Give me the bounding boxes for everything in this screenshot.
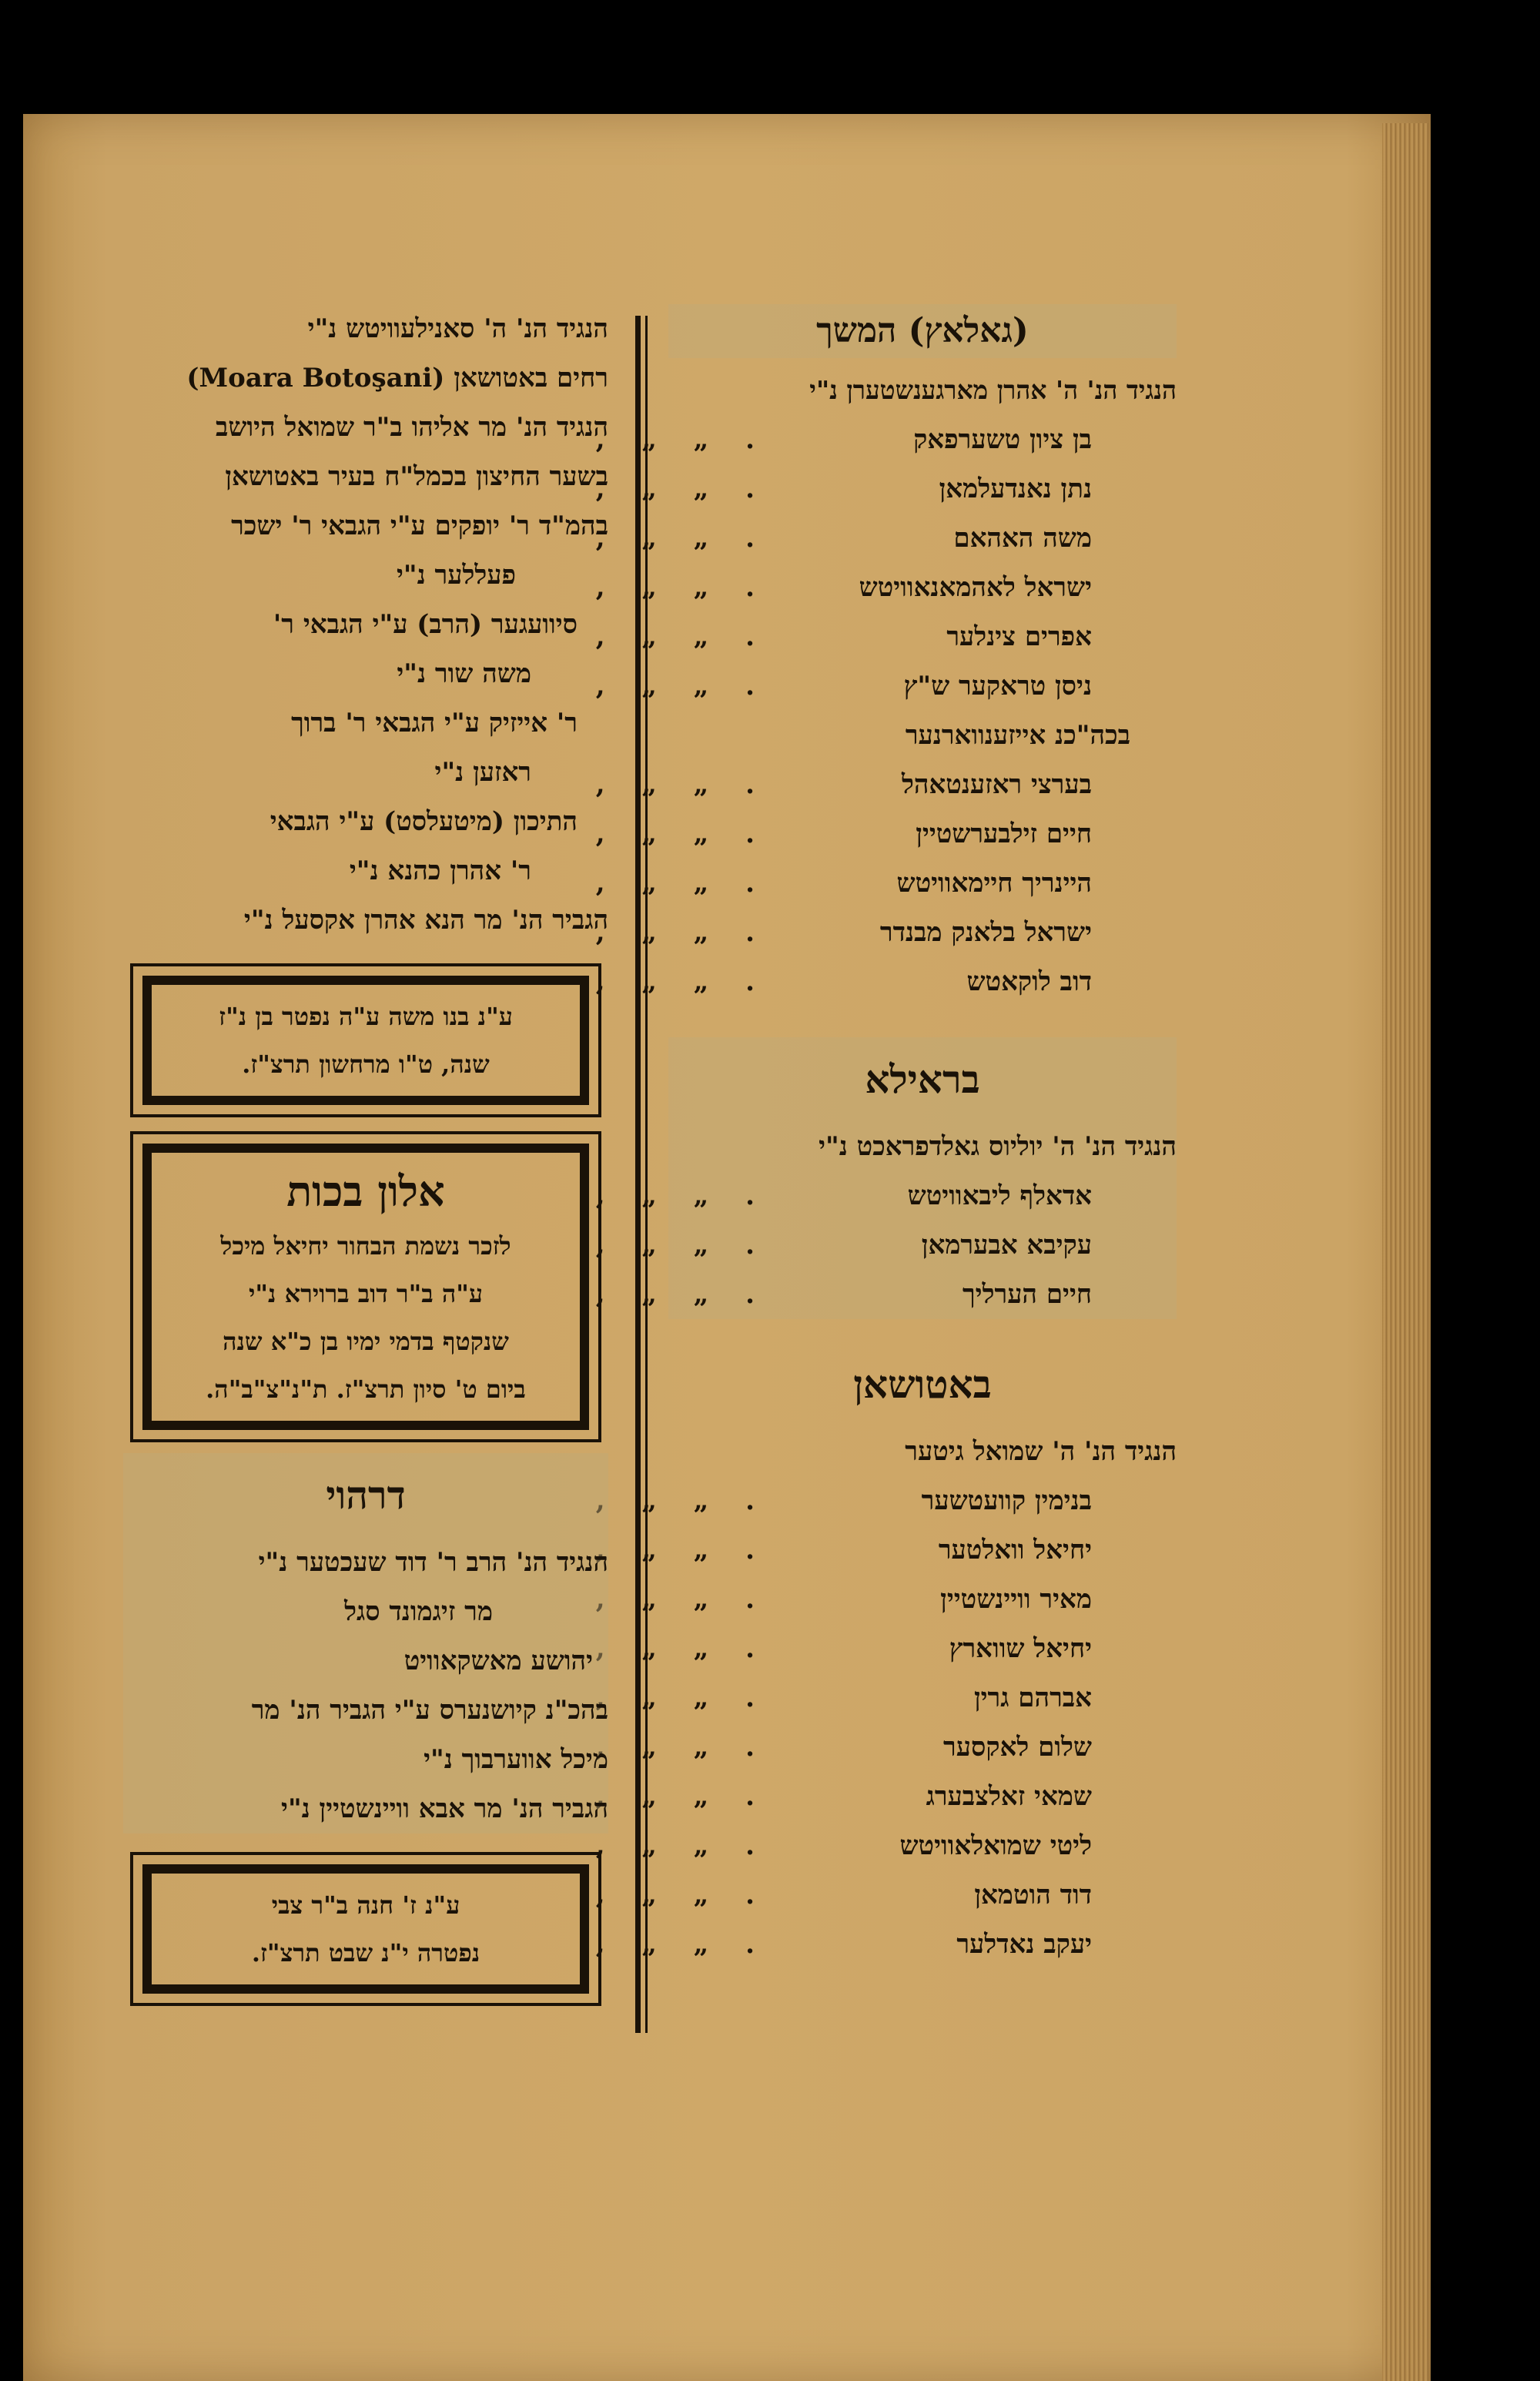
list-item-name: יחיאל שווארץ <box>949 1633 1092 1664</box>
ditto-mark: . „ „ , <box>595 1683 768 1713</box>
ditto-mark: . „ „ , <box>595 1180 768 1211</box>
list-item-name: יעקב נאדלער <box>956 1929 1092 1960</box>
ditto-mark: . „ „ , <box>595 474 768 504</box>
left-p1-line5: בהמ"ד ר' יופקים ע"י הגבאי ר' ישכר <box>231 511 608 541</box>
list-item-name: אפרים צינלער <box>946 621 1092 652</box>
list-item <box>595 415 1092 464</box>
list1-sub: בכה"כנ אייזענווארנער <box>905 720 1130 751</box>
list-item <box>595 464 1092 514</box>
list2 <box>595 760 1177 1006</box>
ditto-mark: . „ „ , <box>595 1929 768 1960</box>
left-p1-line2 <box>123 353 608 403</box>
list-item <box>595 1723 1092 1772</box>
box2-line1: לזכר נשמת הבחור יחיאל מיכל <box>220 1231 511 1261</box>
list-item <box>595 1673 1092 1723</box>
left-item2-b: ראזען נ"י <box>434 757 531 788</box>
derehoi-line2: מר זיגמונד סגל <box>344 1596 493 1627</box>
list-item <box>595 612 1092 661</box>
intro-line: הנגיד הנ' ה' אהרן מארגענשטערן נ"י <box>809 375 1177 405</box>
list-item-name: דוב לוקאטש <box>966 966 1092 997</box>
ditto-mark: . „ „ , <box>595 523 768 554</box>
list-item-name: ניסן טראקער ש"ץ <box>903 671 1092 702</box>
list-item <box>595 1772 1092 1821</box>
list-item <box>595 1920 1092 1969</box>
ditto-mark: . „ „ , <box>595 868 768 899</box>
derehoi-line1: הנגיד הנ' הרב ר' דוד שעכטער נ"י <box>258 1547 608 1578</box>
left-p1-hebrew: רחים באטושאן <box>454 363 608 393</box>
ditto-mark: . „ „ , <box>595 819 768 849</box>
left-p1-line3: הנגיד הנ' מר אליהו ב"ר שמואל היושב <box>216 412 608 443</box>
list-item <box>595 514 1092 563</box>
botosani-block <box>595 1342 1177 1969</box>
ditto-mark: . „ „ , <box>595 1230 768 1261</box>
list-item-name: מאיר וויינשטיין <box>940 1584 1092 1615</box>
left-item2-a: ר' אייזיק ע"י הגבאי ר' ברוך <box>291 708 578 738</box>
derehoi-line6: הגביר הנ' מר אבא וויינשטיין נ"י <box>281 1793 608 1824</box>
ditto-mark: . „ „ , <box>595 769 768 800</box>
ditto-mark: . „ „ , <box>595 621 768 652</box>
box1-line2: שנה, ט"ו מרחשון תרצ"ז. <box>242 1050 490 1079</box>
list-item-name: אדאלף ליבאוויטש <box>907 1180 1092 1211</box>
ditto-mark: . „ „ , <box>595 1633 768 1664</box>
left-item1-b: משה שור נ"י <box>397 658 531 689</box>
left-p1-line6: פעללער נ"י <box>396 560 516 591</box>
box2-line3: שנקטף בדמי ימיו בן כ"א שנה <box>223 1327 509 1356</box>
memorial-box-3 <box>142 1864 589 1994</box>
list-item-name: בנימין קוועטשער <box>921 1485 1092 1516</box>
list-item <box>595 809 1092 859</box>
list-item-name: חיים הערליך <box>962 1279 1092 1310</box>
list-item-name: ליטי שמואלאוויטש <box>899 1830 1092 1861</box>
list-item <box>595 760 1092 809</box>
botosani-list <box>595 1476 1177 1969</box>
derehoi-line5: מיכל אווערבוך נ"י <box>424 1744 608 1775</box>
list-item-name: יחיאל וואלטער <box>938 1535 1092 1566</box>
left-p2: הגביר הנ' מר הנא אהרן אקסעל נ"י <box>243 905 608 936</box>
box3-line1: ע"נ ז' חנה ב"ר צבי <box>271 1890 460 1920</box>
list-item <box>595 957 1092 1006</box>
ditto-mark: . „ „ , <box>595 917 768 948</box>
braila-intro: הנגיד הנ' ה' יוליוס גאלדפראכט נ"י <box>819 1131 1177 1162</box>
left-p1-line4: בשער החיצון בכמל"ח בעיר באטושאן <box>225 461 608 492</box>
memorial-box-1 <box>142 976 589 1105</box>
list-item <box>595 1270 1092 1319</box>
box1-line1: ע"נ בנו משה ע"ה נפטר בן נ"ז <box>219 1002 513 1031</box>
box2-line4: ביום ט' סיון תרצ"ז. ת"נ"צ"ב"ה. <box>206 1375 526 1404</box>
list-item <box>595 1821 1092 1870</box>
list-item-name: דוד הוטמאן <box>974 1880 1092 1910</box>
list-item <box>595 859 1092 908</box>
ditto-mark: . „ „ , <box>595 966 768 997</box>
left-item3-b: ר' אהרן כהנא נ"י <box>349 856 531 886</box>
braila-list <box>595 1171 1177 1319</box>
list-item-name: בן ציון טשערפאק <box>913 424 1092 455</box>
ditto-mark: . „ „ , <box>595 671 768 702</box>
list-item-name: ישראל בלאנק מבנדר <box>879 917 1092 948</box>
ditto-mark: . „ „ , <box>595 1732 768 1763</box>
ditto-mark: . „ „ , <box>595 1584 768 1615</box>
list-item-name: שמאי זאלצבערג <box>926 1781 1092 1812</box>
left-column <box>123 304 608 1994</box>
derehoi-line3: יהושע מאשקאוויט <box>403 1646 593 1676</box>
list-item <box>595 1575 1092 1624</box>
list1 <box>595 415 1177 711</box>
list-item-name: משה האהאם <box>953 523 1092 554</box>
list-item-name: שלום לאקסער <box>943 1732 1092 1763</box>
list-item <box>595 661 1092 711</box>
derehoi-line4: בהכ"נ קיושנערס ע"י הגביר הנ' מר <box>251 1695 608 1726</box>
section-title-braila: בראילא <box>865 1057 980 1102</box>
botosani-intro: הנגיד הנ' ה' שמואל גיטער <box>905 1436 1177 1467</box>
list-item <box>595 1476 1092 1525</box>
list-item-name: בערצי ראזענטאהל <box>901 769 1092 800</box>
braila-block <box>595 1037 1177 1319</box>
ditto-mark: . „ „ , <box>595 1535 768 1566</box>
section-title-derehoi: דרהוי <box>326 1472 406 1518</box>
list-item <box>595 563 1092 612</box>
ditto-mark: . „ „ , <box>595 1485 768 1516</box>
list-item-name: עקיבא אבערמאן <box>921 1230 1092 1261</box>
derehoi-block <box>123 1453 608 1833</box>
list-item <box>595 908 1092 957</box>
ditto-mark: . „ „ , <box>595 424 768 455</box>
list-item-name: ישראל לאהמאנאוויטש <box>859 572 1092 603</box>
ditto-mark: . „ „ , <box>595 1880 768 1910</box>
ditto-mark: . „ „ , <box>595 572 768 603</box>
list-item <box>595 1870 1092 1920</box>
continued-heading: (גאלאץ) המשך <box>668 304 1177 358</box>
list-item-name: אברהם גרין <box>973 1683 1092 1713</box>
ditto-mark: . „ „ , <box>595 1830 768 1861</box>
page-edge <box>1382 123 1428 2381</box>
ditto-mark: . „ „ , <box>595 1781 768 1812</box>
list-item-name: חיים זילבערשטיין <box>916 819 1092 849</box>
box2-line2: ע"ה ב"ר דוב ברוירא נ"י <box>248 1279 483 1308</box>
list-item <box>595 1221 1092 1270</box>
left-item3-a: התיכון (מיטעלסט) ע"י הגבאי <box>270 806 578 837</box>
list-item <box>595 1624 1092 1673</box>
ditto-mark: . „ „ , <box>595 1279 768 1310</box>
box3-line2: נפטרה י"נ שבט תרצ"ז. <box>251 1938 480 1967</box>
list-item-name: נתן נאנדעלמאן <box>939 474 1092 504</box>
right-column <box>595 304 1177 1969</box>
list-item <box>595 1171 1092 1221</box>
box2-title: אלון בכות <box>286 1167 445 1216</box>
left-p1-line1: הנגיד הנ' ה' סאנילעוויטש נ"י <box>307 313 608 344</box>
left-p1-latin: (Moara Botoşani) <box>186 363 445 393</box>
section-title-botosani: באטושאן <box>853 1361 992 1407</box>
list-item <box>595 1525 1092 1575</box>
memorial-box-2 <box>142 1144 589 1430</box>
left-item1-a: סיוועגער (הרב) ע"י הגבאי ר' <box>273 609 578 640</box>
list-item-name: היינריך חיימאוויטש <box>896 868 1092 899</box>
